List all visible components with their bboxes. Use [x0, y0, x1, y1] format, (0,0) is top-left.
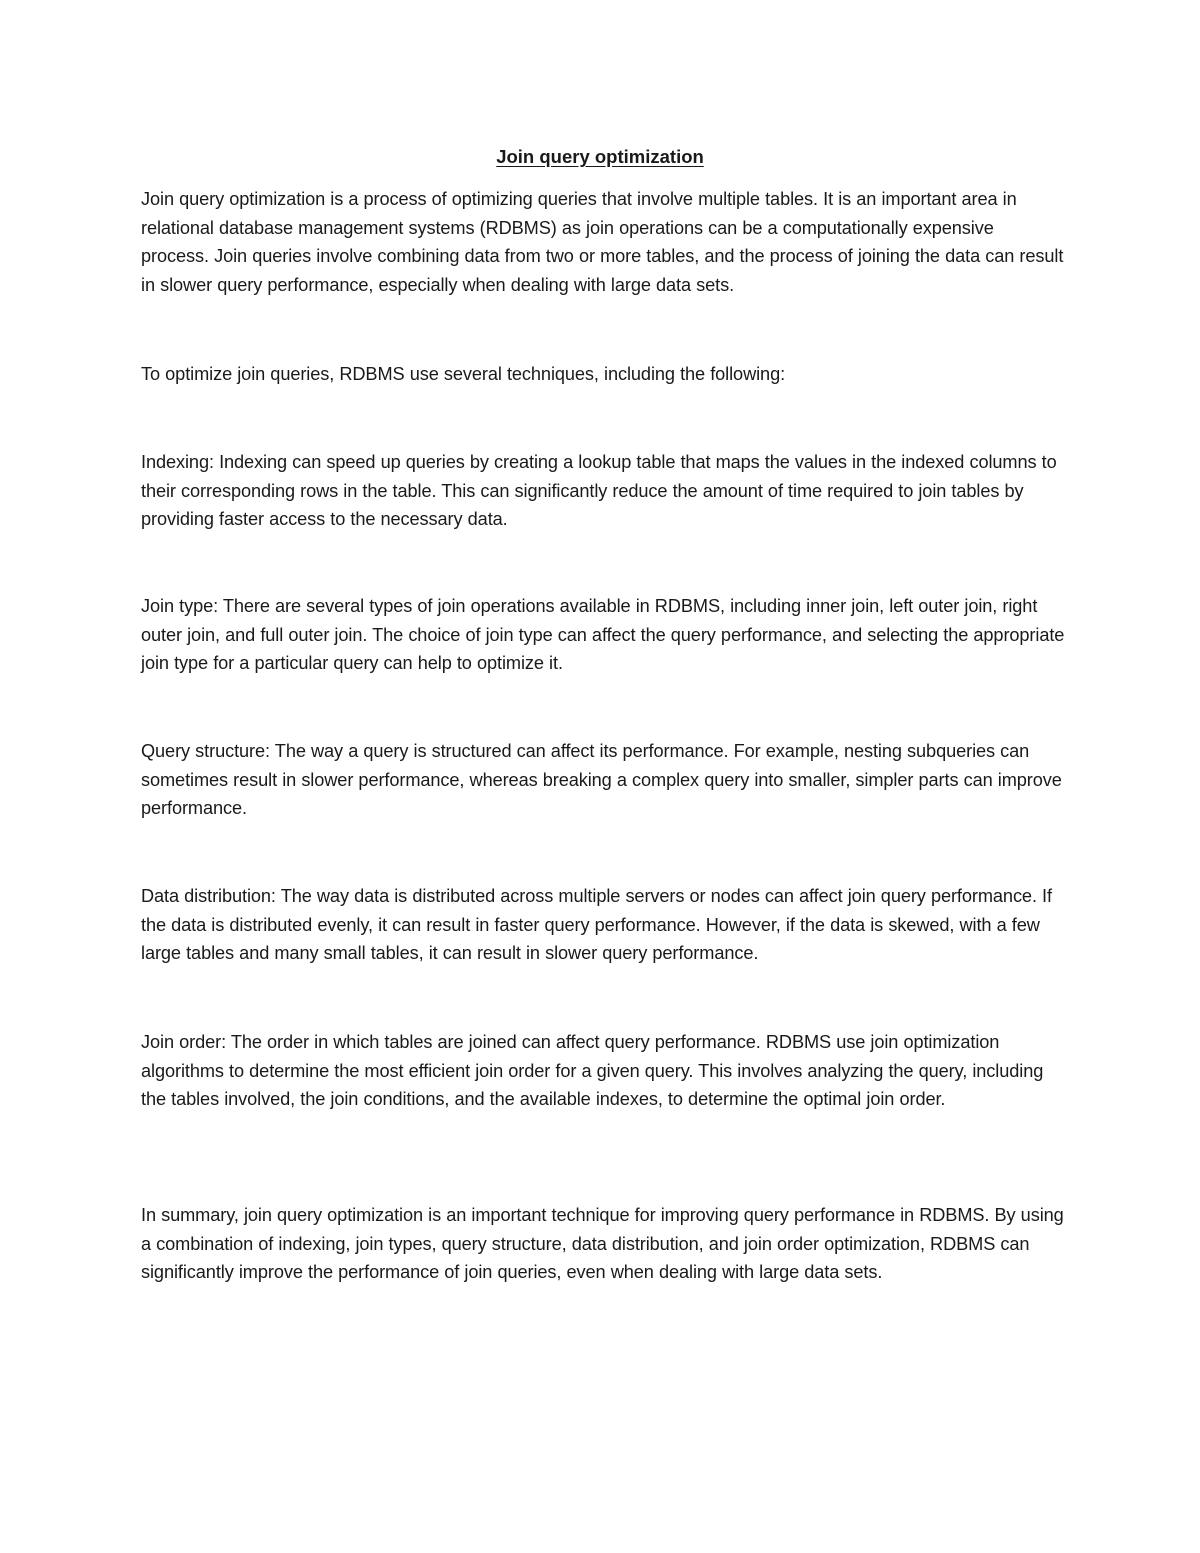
- paragraph-indexing: Indexing: Indexing can speed up queries by creating a lookup table that maps the values in the indexed columns to their corresponding rows in the table. This can significantly reduce the amount of time required to join tables by providing faster access to the necessary data.: [141, 452, 1057, 530]
- paragraph-query-structure: Query structure: The way a query is structured can affect its performance. For example, nesting subqueries can sometimes result in slower performance, whereas breaking a complex query into smaller, simpler parts can improve performance.: [141, 741, 1062, 819]
- paragraph-intro: Join query optimization is a process of optimizing queries that involve multiple tables. It is an important area in relational database management systems (RDBMS) as join operations can be a computationally expensive process. Join queries involve combining data from two or more tables, and the process of joining the data can result in slower query performance, especially when dealing with large data sets.: [141, 189, 1064, 295]
- document-title: Join query optimization: [496, 146, 704, 167]
- paragraph-join-type: Join type: There are several types of join operations available in RDBMS, including inner join, left outer join, right outer join, and full outer join. The choice of join type can affect the query performance, and selecting the appropriate join type for a particular query can help to optimize it.: [141, 596, 1065, 674]
- paragraph-data-distribution: Data distribution: The way data is distributed across multiple servers or nodes can affect join query performance. If the data is distributed evenly, it can result in faster query performance. However, if the data is skewed, with a few large tables and many small tables, it can result in slower query performance.: [141, 886, 1052, 964]
- paragraph-techniques: To optimize join queries, RDBMS use several techniques, including the following:: [141, 364, 786, 384]
- paragraph-summary: In summary, join query optimization is an important technique for improving query performance in RDBMS. By using a combination of indexing, join types, query structure, data distribution, and join order optimization, RDBMS can significantly improve the performance of join queries, even when dealing with large data sets.: [141, 1205, 1064, 1283]
- paragraph-join-order: Join order: The order in which tables are joined can affect query performance. RDBMS use join optimization algorithms to determine the most efficient join order for a given query. This involves analyzing the query, including the tables involved, the join conditions, and the available indexes, to determine the optimal join order.: [141, 1032, 1044, 1110]
